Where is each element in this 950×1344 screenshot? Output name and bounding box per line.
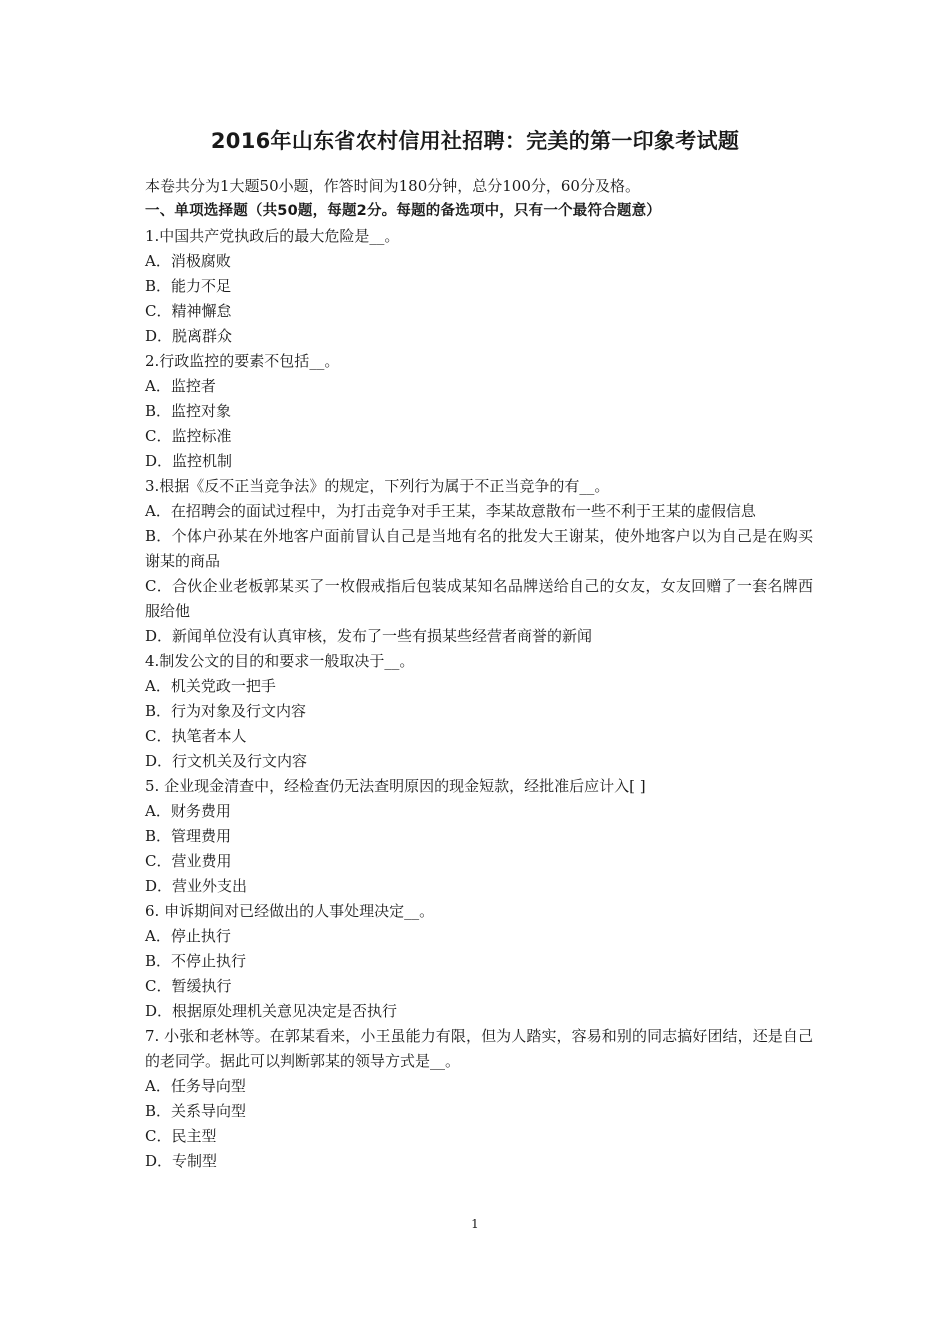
option-a: A．机关党政一把手 (145, 677, 276, 695)
option-a: A．在招聘会的面试过程中，为打击竞争对手王某，李某故意散布一些不利于王某的虚假信息 (145, 502, 756, 520)
option-d: D．脱离群众 (145, 327, 233, 345)
question-6 (145, 899, 813, 1024)
intro-text: 本卷共分为1大题50小题，作答时间为180分钟，总分100分，60分及格。 (145, 177, 640, 195)
option-d: D．营业外支出 (145, 877, 248, 895)
option-c: C．暂缓执行 (145, 977, 232, 995)
section-heading: 一、单项选择题（共50题，每题2分。每题的备选项中，只有一个最符合题意） (145, 203, 661, 219)
question-stem: 7. 小张和老林等。在郭某看来，小王虽能力有限，但为人踏实，容易和别的同志搞好团结，还是自己的老同学。据此可以判断郭某的领导方式是__。 (145, 1027, 813, 1070)
question-2 (145, 349, 813, 474)
option-d: D．行文机关及行文内容 (145, 752, 308, 770)
question-4 (145, 649, 813, 774)
question-7 (145, 1024, 813, 1174)
question-stem: 6. 申诉期间对已经做出的人事处理决定__。 (145, 902, 435, 920)
option-a: A．财务费用 (145, 802, 231, 820)
question-1 (145, 224, 813, 349)
option-a: A．停止执行 (145, 927, 231, 945)
option-b: B．能力不足 (145, 277, 232, 295)
option-d: D．监控机制 (145, 452, 233, 470)
option-b: B．个体户孙某在外地客户面前冒认自己是当地有名的批发大王谢某，使外地客户以为自己是在购买谢某的商品 (145, 527, 813, 570)
option-c: C．民主型 (145, 1127, 217, 1145)
option-c: C．执笔者本人 (145, 727, 247, 745)
option-b: B．关系导向型 (145, 1102, 247, 1120)
document-body (145, 174, 813, 1174)
question-3 (145, 474, 813, 649)
option-a: A．任务导向型 (145, 1077, 246, 1095)
option-b: B．监控对象 (145, 402, 232, 420)
question-stem: 4.制发公文的目的和要求一般取决于__。 (145, 652, 415, 670)
option-a: A．消极腐败 (145, 252, 231, 270)
option-d: D．新闻单位没有认真审核，发布了一些有损某些经营者商誉的新闻 (145, 627, 593, 645)
question-5 (145, 774, 813, 899)
option-c: C．营业费用 (145, 852, 232, 870)
question-stem: 3.根据《反不正当竞争法》的规定，下列行为属于不正当竞争的有__。 (145, 477, 610, 495)
document-title: 2016年山东省农村信用社招聘：完美的第一印象考试题 (210, 129, 740, 153)
option-a: A．监控者 (145, 377, 216, 395)
question-stem: 5. 企业现金清查中，经检查仍无法查明原因的现金短款，经批准后应计入[ ] (145, 777, 646, 795)
option-b: B．管理费用 (145, 827, 232, 845)
option-b: B．行为对象及行文内容 (145, 702, 307, 720)
option-d: D．专制型 (145, 1152, 218, 1170)
option-c: C．精神懈怠 (145, 302, 232, 320)
question-stem: 2.行政监控的要素不包括__。 (145, 352, 340, 370)
question-stem: 1.中国共产党执政后的最大危险是__。 (145, 227, 400, 245)
option-c: C．监控标准 (145, 427, 232, 445)
option-b: B．不停止执行 (145, 952, 247, 970)
option-c: C．合伙企业老板郭某买了一枚假戒指后包装成某知名品牌送给自己的女友，女友回赠了一套名牌西服给他 (145, 577, 813, 620)
option-d: D．根据原处理机关意见决定是否执行 (145, 1002, 398, 1020)
page-number: 1 (471, 1217, 479, 1231)
